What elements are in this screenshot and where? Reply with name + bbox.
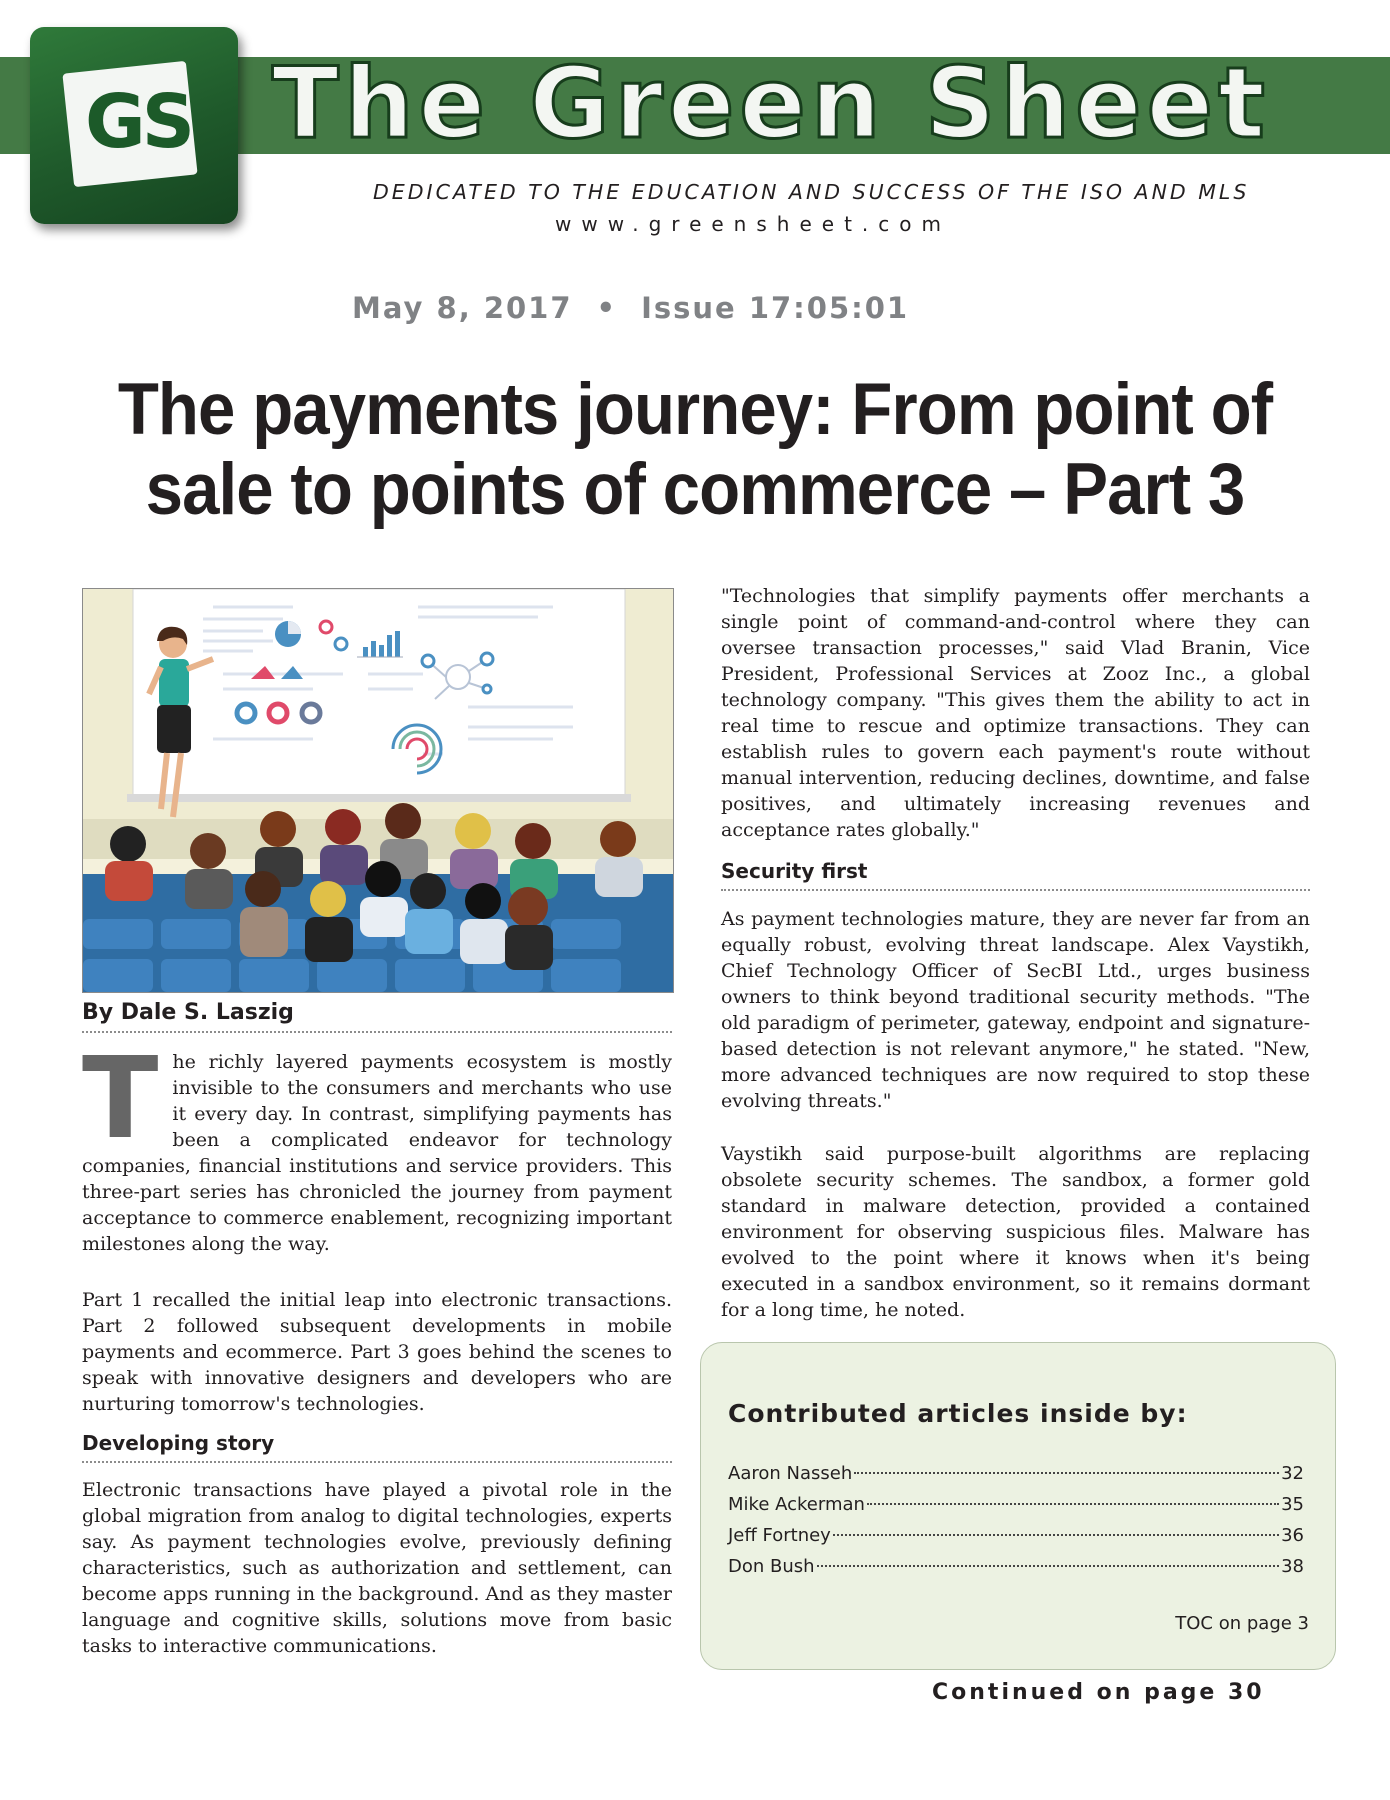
contributor-name: Don Bush	[728, 1556, 815, 1577]
contributed-title: Contributed articles inside by:	[728, 1399, 1188, 1428]
byline: By Dale S. Laszig	[82, 1000, 672, 1033]
headline-line-2: sale to points of commerce – Part 3	[145, 449, 1245, 530]
dot-leader	[817, 1565, 1280, 1567]
contributor-page: 36	[1281, 1525, 1304, 1546]
paragraph-2: Part 1 recalled the initial leap into electronic transactions. Part 2 followed subsequent developments in mobile payments and ecommerce. Part 3 goes behind the scenes to speak with innovative designers and developers who are nurturing tomorrow's technologies.	[82, 1289, 672, 1415]
contributor-entry[interactable]	[728, 1494, 1304, 1525]
contributor-entry[interactable]	[728, 1556, 1304, 1587]
subhead-security-first: Security first	[721, 859, 1310, 891]
quote-paragraph: "Technologies that simplify payments offer merchants a single point of command-and-control where they can oversee transaction processes," said Vlad Branin, Vice President, Professional Services at Zooz Inc., a global technology company. "This gives them the ability to act in real time to rescue and optimize transactions. They can establish rules to govern each payment's route without manual intervention, reducing declines, downtime, and false positives, and ultimately increasing revenues and acceptance rates globally."	[721, 585, 1310, 841]
contributor-name: Jeff Fortney	[728, 1525, 831, 1546]
paragraph-4: As payment technologies mature, they are never far from an equally robust, evolving threat landscape. Alex Vaystikh, Chief Technology Officer of SecBI Ltd., urges business owners to think beyond traditional security methods. "The old paradigm of perimeter, gateway, endpoint and signature-based detection is not relevant anymore," he stated. "New, more advanced techniques are now required to stop these evolving threats."	[721, 908, 1310, 1112]
dot-leader	[833, 1534, 1279, 1536]
dot-leader	[854, 1472, 1279, 1474]
website-url[interactable]: www.greensheet.com	[555, 212, 951, 236]
contributor-list	[728, 1463, 1304, 1587]
presentation-illustration	[82, 588, 674, 993]
issue-number: Issue 17:05:01	[641, 291, 910, 325]
intro-paragraph	[82, 1034, 672, 1257]
gs-logo	[30, 27, 238, 224]
drop-cap: T	[82, 1034, 159, 1164]
contributor-page: 38	[1281, 1556, 1304, 1577]
contributor-entry[interactable]	[728, 1463, 1304, 1494]
logo-text: GS	[84, 79, 192, 165]
issue-date: May 8, 2017	[352, 291, 573, 325]
contributor-entry[interactable]	[728, 1525, 1304, 1556]
intro-text: he richly layered payments ecosystem is mostly invisible to the consumers and merchants who use it every day. In contrast, simplifying payments has been a complicated endeavor for technology companies, financial institutions and service providers. This three-part series has chronicled the journey from payment acceptance to commerce enablement, recognizing important milestones along the way.	[82, 1051, 672, 1255]
contributor-name: Aaron Nasseh	[728, 1463, 853, 1484]
contributor-page: 32	[1281, 1463, 1304, 1484]
continued-on-page[interactable]: Continued on page 30	[932, 1680, 1265, 1705]
paragraph-3: Electronic transactions have played a pivotal role in the global migration from analog to digital technologies, experts say. As payment technologies evolve, previously defining characteristics, such as authorization and settlement, can become apps running in the background. And as they master language and cognitive skills, solutions move from basic tasks to interactive communications.	[82, 1479, 672, 1657]
dot-leader	[867, 1503, 1279, 1505]
subhead-developing-story: Developing story	[82, 1431, 672, 1463]
tagline: DEDICATED TO THE EDUCATION AND SUCCESS OF THE ISO AND MLS	[373, 180, 1250, 204]
headline-line-1: The payments journey: From point of	[117, 369, 1273, 450]
toc-note[interactable]: TOC on page 3	[1175, 1613, 1309, 1634]
contributor-page: 35	[1281, 1494, 1304, 1515]
issue-line	[352, 291, 909, 325]
paragraph-5: Vaystikh said purpose-built algorithms are replacing obsolete security schemes. The sandbox, a former gold standard in malware detection, provided a contained environment for observing suspicious files. Malware has evolved to the point where it knows when it's being executed in a sandbox environment, so it remains dormant for a long time, he noted.	[721, 1143, 1310, 1321]
contributed-articles-box	[700, 1342, 1336, 1670]
issue-separator: •	[596, 291, 618, 325]
contributor-name: Mike Ackerman	[728, 1494, 865, 1515]
publication-title: The Green Sheet	[272, 47, 1270, 161]
